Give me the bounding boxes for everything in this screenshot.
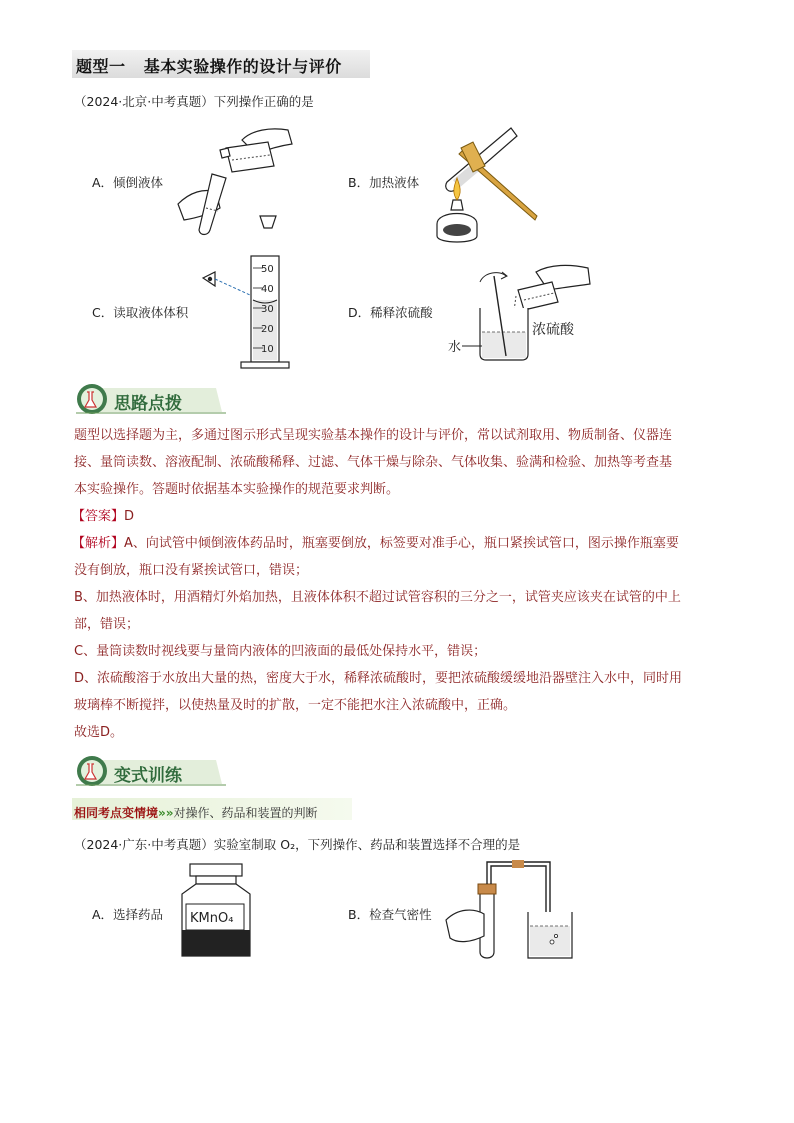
explanation-line-3: B、加热液体时，用酒精灯外焰加热，且液体体积不超过试管容积的三分之一，试管夹应该夹在试管的中上 (74, 590, 681, 605)
tick-label-30: 30 (261, 304, 274, 315)
option-a-label: A．倾倒液体 (92, 175, 164, 190)
tick-label-40: 40 (261, 284, 274, 295)
airtightness-check-figure (440, 852, 580, 964)
answer-label: 【答案】 (72, 509, 125, 524)
explanation-label: 【解析】 (72, 536, 125, 551)
analysis-intro-line-1: 题型以选择题为主，多通过图示形式呈现实验基本操作的设计与评价，常以试剂取用、物质制备、仪器连 (74, 428, 673, 443)
bottle-label: KMnO₄ (190, 911, 234, 926)
explanation-line-6: D、浓硫酸溶于水放出大量的热，密度大于水，稀释浓硫酸时，要把浓硫酸缓缓地沿器壁注入水中，同时用 (74, 671, 683, 686)
answer-value: D (124, 509, 135, 524)
double-arrow-icon: »» (158, 806, 174, 820)
explanation-line-8: 故选D。 (74, 725, 124, 740)
analysis-intro-line-3: 本实验操作。答题时依据基本实验操作的规范要求判断。 (74, 482, 400, 497)
section-title: 题型一 基本实验操作的设计与评价 (76, 57, 342, 76)
diluting-acid-figure (440, 262, 600, 366)
water-label: 水 (448, 340, 462, 355)
hint-banner (76, 382, 226, 416)
sub-heading (74, 802, 318, 821)
kmno4-bottle-figure (172, 860, 262, 960)
graduated-cylinder-figure (195, 248, 305, 373)
practice-banner (76, 754, 226, 788)
explanation-text-1: A、向试管中倾倒液体药品时，瓶塞要倒放，标签要对准手心，瓶口紧挨试管口，图示操作瓶塞要 (124, 536, 679, 551)
heating-liquid-figure (425, 120, 545, 250)
explanation-line-7: 玻璃棒不断搅拌，以使热量及时的扩散，一定不能把水注入浓硫酸中，正确。 (74, 698, 517, 713)
acid-label: 浓硫酸 (532, 322, 574, 338)
sub-heading-left: 相同考点变情境 (74, 806, 159, 820)
option2-b-label: B．检查气密性 (348, 907, 432, 922)
question1-stem: （2024·北京·中考真题）下列操作正确的是 (74, 94, 314, 109)
explanation-line-5: C、量筒读数时视线要与量筒内液体的凹液面的最低处保持水平，错误； (74, 644, 487, 659)
answer-line (72, 503, 134, 530)
explanation-line-1 (72, 530, 679, 557)
analysis-intro-line-2: 接、量筒读数、溶液配制、浓硫酸稀释、过滤、气体干燥与除杂、气体收集、验满和检验、加热等考查基 (74, 455, 673, 470)
tick-label-20: 20 (261, 324, 274, 335)
option2-a-label: A．选择药品 (92, 907, 164, 922)
practice-banner-title: 变式训练 (114, 766, 182, 786)
tick-label-50: 50 (261, 264, 274, 275)
sub-heading-right: 对操作、药品和装置的判断 (173, 806, 318, 820)
tick-label-10: 10 (261, 344, 274, 355)
hint-banner-title: 思路点拨 (114, 394, 182, 414)
explanation-line-4: 部，错误； (74, 617, 140, 632)
pouring-liquid-figure (170, 122, 300, 242)
explanation-line-2: 没有倒放，瓶口没有紧挨试管口，错误； (74, 563, 309, 578)
option-c-label: C．读取液体体积 (92, 305, 189, 320)
question2-stem: （2024·广东·中考真题）实验室制取 O₂，下列操作、药品和装置选择不合理的是 (74, 837, 521, 852)
option-b-label: B．加热液体 (348, 175, 420, 190)
option-d-label: D．稀释浓硫酸 (348, 305, 433, 320)
